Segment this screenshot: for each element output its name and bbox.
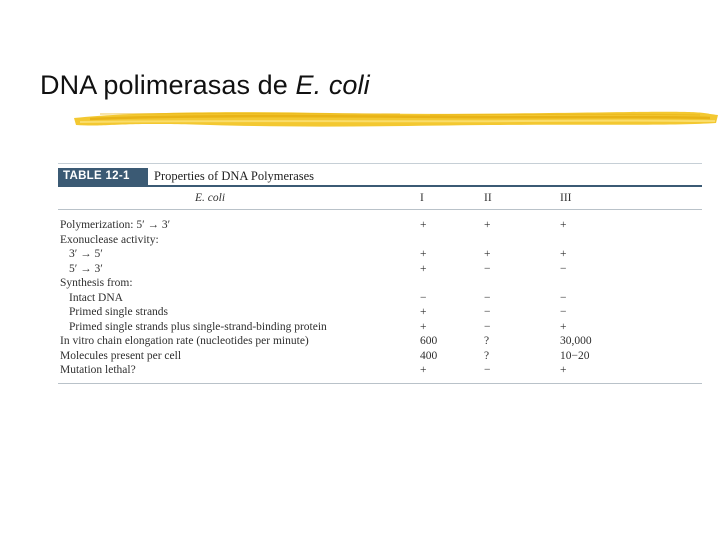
cell-pol-III: + xyxy=(560,320,567,333)
row-label: Synthesis from: xyxy=(60,277,133,289)
slide-title-italic: E. coli xyxy=(295,70,370,100)
table-end-rule xyxy=(58,383,702,384)
row-label: Primed single strands plus single-strand-binding protein xyxy=(69,320,327,333)
table-row xyxy=(58,320,702,335)
header-organism: E. coli xyxy=(195,192,226,204)
row-label: 5′ → 3′ xyxy=(69,262,103,275)
row-label: 3′ → 5′ xyxy=(69,248,103,260)
row-label: Primed single strands xyxy=(69,306,169,318)
cell-pol-I: + xyxy=(420,320,427,333)
slide-title xyxy=(40,70,370,101)
cell-pol-I: 400 xyxy=(420,349,438,362)
cell-pol-II: + xyxy=(484,248,491,260)
table-header-row xyxy=(58,187,702,209)
cell-pol-I: − xyxy=(420,291,427,304)
table-body xyxy=(58,210,702,378)
cell-pol-III: 30,000 xyxy=(560,335,592,347)
row-label: In vitro chain elongation rate (nucleotides per minute) xyxy=(60,335,309,347)
table-caption-bar xyxy=(58,163,702,185)
cell-pol-III: 10−20 xyxy=(560,349,590,362)
cell-pol-I: + xyxy=(420,262,427,275)
cell-pol-III: + xyxy=(560,364,567,376)
cell-pol-II: ? xyxy=(484,335,490,347)
cell-pol-I: + xyxy=(420,364,427,376)
cell-pol-III: − xyxy=(560,306,567,318)
row-label: Mutation lethal? xyxy=(60,364,136,376)
cell-pol-I: 600 xyxy=(420,335,438,347)
table-row xyxy=(58,218,702,233)
row-label: Intact DNA xyxy=(69,291,123,304)
cell-pol-II: − xyxy=(484,291,491,304)
table-row xyxy=(58,363,702,378)
cell-pol-I: + xyxy=(420,219,427,231)
table-row xyxy=(58,291,702,306)
header-col-III: III xyxy=(560,192,572,204)
cell-pol-II: − xyxy=(484,320,491,333)
cell-pol-III: − xyxy=(560,262,567,275)
header-col-I: I xyxy=(420,192,424,204)
cell-pol-I: + xyxy=(420,306,427,318)
row-label: Molecules present per cell xyxy=(60,349,182,362)
header-col-II: II xyxy=(484,192,492,204)
title-underline-brush xyxy=(70,104,720,132)
table-row xyxy=(58,334,702,349)
cell-pol-II: − xyxy=(484,306,491,318)
table-caption: Properties of DNA Polymerases xyxy=(154,169,315,183)
cell-pol-I: + xyxy=(420,248,427,260)
cell-pol-II: − xyxy=(484,364,491,376)
table-row xyxy=(58,349,702,364)
table-number-label: TABLE 12-1 xyxy=(58,168,148,185)
cell-pol-II: ? xyxy=(484,349,490,362)
cell-pol-III: − xyxy=(560,291,567,304)
slide-title-main: DNA polimerasas de xyxy=(40,70,296,100)
table-row xyxy=(58,276,702,291)
cell-pol-II: + xyxy=(484,219,491,231)
row-label: Polymerization: 5′ → 3′ xyxy=(60,219,171,231)
table-row xyxy=(58,262,702,277)
cell-pol-III: + xyxy=(560,219,567,231)
table-row xyxy=(58,233,702,248)
table-row xyxy=(58,247,702,262)
table-row xyxy=(58,305,702,320)
cell-pol-III: + xyxy=(560,248,567,260)
row-label: Exonuclease activity: xyxy=(60,233,159,246)
cell-pol-II: − xyxy=(484,262,491,275)
dna-polymerase-table xyxy=(58,163,702,384)
